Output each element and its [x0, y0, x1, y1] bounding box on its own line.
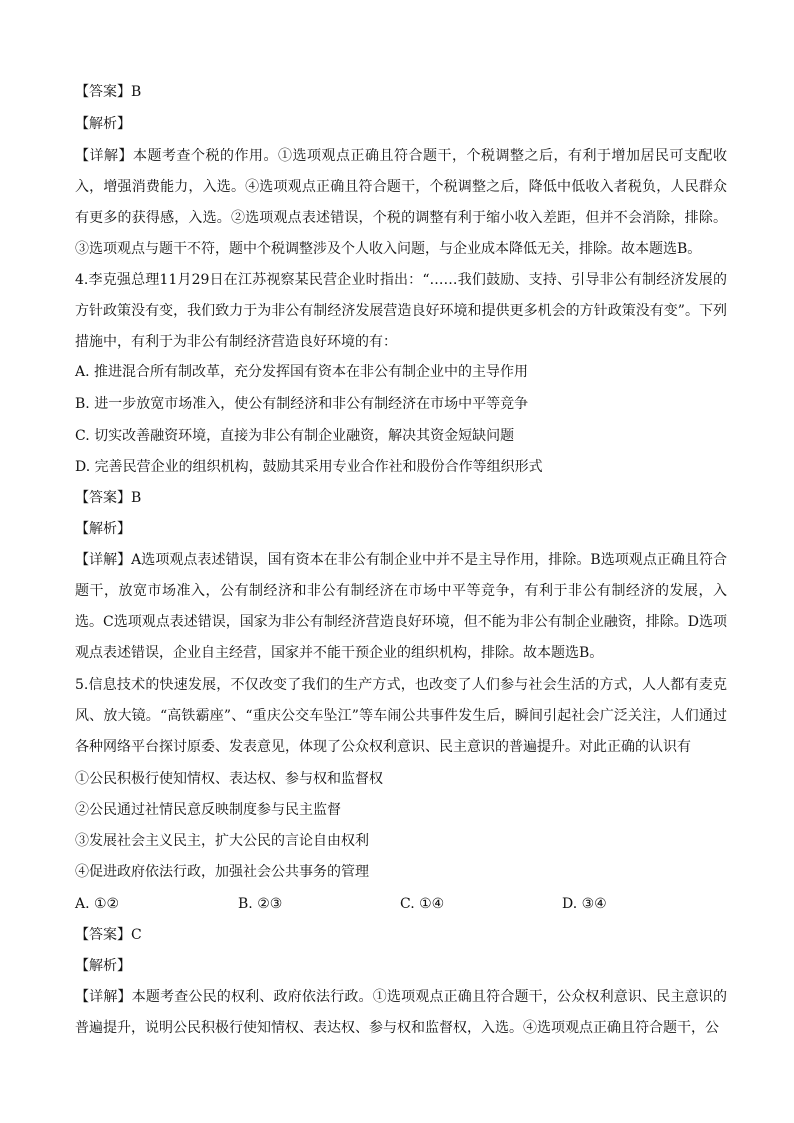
question-5-statement-1: ①公民积极行使知情权、表达权、参与权和监督权: [75, 771, 383, 787]
question-4-option-a: A. 推进混合所有制改革，充分发挥国有资本在非公有制企业中的主导作用: [75, 364, 529, 380]
question-5-option-c: C. ①④: [400, 896, 445, 912]
question-5-statement-4: ④促进政府依法行政，加强社会公共事务的管理: [75, 864, 369, 880]
answer-q5: 【答案】C: [75, 927, 142, 943]
analysis-label-q4: 【解析】: [75, 521, 131, 537]
detail-q5: 【详解】本题考查公民的权利、政府依法行政。①选项观点正确且符合题干，公众权利意识、民主意识的普遍提升，说明公民积极行使知情权、表达权、参与权和监督权，入选。④选项观点正确且符合题干，公: [75, 989, 727, 1036]
detail-q4: 【详解】A选项观点表述错误，国有资本在非公有制企业中并不是主导作用，排除。B选项观点正确且符合题干，放宽市场准入，公有制经济和非公有制经济在市场中平等竞争，有利于非公有制经济的发展，入选。C选项观点表述错误，国家为非公有制经济营造良好环境，但不能为非公有制企业融资，排除。D选项观点表述错误，企业自主经营，国家并不能干预企业的组织机构，排除。故本题选B。: [75, 552, 727, 661]
answer-q3: 【答案】B: [75, 84, 142, 100]
analysis-label-q3: 【解析】: [75, 116, 131, 132]
question-5-statement-2: ②公民通过社情民意反映制度参与民主监督: [75, 802, 341, 818]
question-5-option-b: B. ②③: [238, 896, 283, 912]
answer-q4: 【答案】B: [75, 490, 142, 506]
question-5-option-a: A. ①②: [75, 896, 120, 912]
question-5-options: [75, 894, 727, 914]
question-5-option-d: D. ③④: [562, 896, 607, 912]
question-5-stem: 5.信息技术的快速发展，不仅改变了我们的生产方式，也改变了人们参与社会生活的方式，人人都有麦克风、放大镜。“高铁霸座”、“重庆公交车坠江”等车闹公共事件发生后，瞬间引起社会广泛关注，人们通过各种网络平台探讨原委、发表意见，体现了公众权利意识、民主意识的普遍提升。对此正确的认识有: [75, 677, 727, 755]
detail-q3: 【详解】本题考查个税的作用。①选项观点正确且符合题干，个税调整之后，有利于增加居民可支配收入，增强消费能力，入选。④选项观点正确且符合题干，个税调整之后，降低中低收入者税负，人民群众有更多的获得感，入选。②选项观点表述错误，个税的调整有利于缩小收入差距，但并不会消除，排除。③选项观点与题干不符，题中个税调整涉及个人收入问题，与企业成本降低无关，排除。故本题选B。: [75, 148, 727, 257]
question-4-option-d: D. 完善民营企业的组织机构，鼓励其采用专业合作社和股份合作等组织形式: [75, 459, 543, 475]
analysis-label-q5: 【解析】: [75, 958, 131, 974]
question-4-stem: 4.李克强总理11月29日在江苏视察某民营企业时指出：“……我们鼓励、支持、引导非公有制经济发展的方针政策没有变，我们致力于为非公有制经济发展营造良好环境和提供更多机会的方针政策没有变”。下列措施中，有利于为非公有制经济营造良好环境的有：: [75, 272, 727, 350]
question-4-option-b: B. 进一步放宽市场准入，使公有制经济和非公有制经济在市场中平等竞争: [75, 396, 529, 412]
question-5-statement-3: ③发展社会主义民主，扩大公民的言论自由权利: [75, 833, 369, 849]
question-4-option-c: C. 切实改善融资环境，直接为非公有制企业融资，解决其资金短缺问题: [75, 428, 515, 444]
